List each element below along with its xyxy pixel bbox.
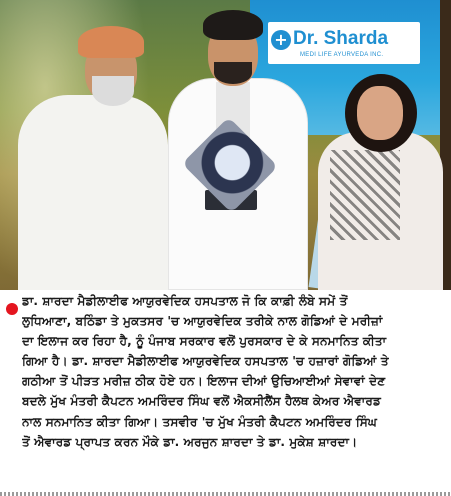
person-center-hair [203, 10, 263, 40]
page-divider [0, 492, 451, 496]
person-left-body [18, 95, 168, 290]
medical-cross-icon: + [271, 30, 291, 50]
caption-line: ਗਿਆ ਹੈ। ਡਾ. ਸ਼ਾਰਦਾ ਮੈਡੀਲਾਈਫ ਆਯੁਰਵੇਦਿਕ ਹਸਪਤਾਲ 'ਚ ਹਜ਼ਾਰਾਂ ਗੋਡਿਆਂ ਤੇ [22, 354, 389, 369]
caption-line: ਤੋਂ ਐਵਾਰਡ ਪ੍ਰਾਪਤ ਕਰਨ ਮੌਕੇ ਡਾ. ਅਰਜੁਨ ਸ਼ਾਰਦਾ ਤੇ ਡਾ. ਮੁਕੇਸ਼ ਸ਼ਾਰਦਾ। [22, 434, 358, 449]
person-right-embroidery [330, 150, 400, 240]
person-right-head [357, 86, 403, 140]
red-bullet-icon [6, 303, 18, 315]
caption-line: ਬਦਲੇ ਮੁੱਖ ਮੰਤਰੀ ਕੈਪਟਨ ਅਮਰਿੰਦਰ ਸਿੰਘ ਵਲੋਂ ਐਕਸੀਲੈਂਸ ਹੈਲਥ ਕੇਅਰ ਐਵਾਰਡ [22, 394, 381, 409]
caption-area [0, 290, 451, 496]
caption-line: ਡਾ. ਸ਼ਾਰਦਾ ਮੈਡੀਲਾਈਫ ਆਯੁਰਵੇਦਿਕ ਹਸਪਤਾਲ ਜੋ ਕਿ ਕਾਫ਼ੀ ਲੰਬੇ ਸਮੇਂ ਤੋਂ [22, 294, 348, 308]
person-center-beard [214, 62, 252, 84]
person-left-beard [92, 76, 134, 106]
banner-subtext: MEDI LIFE AYURVEDA INC. [300, 52, 384, 58]
caption-line: ਨਾਲ ਸਨਮਾਨਿਤ ਕੀਤਾ ਗਿਆ। ਤਸਵੀਰ 'ਚ ਮੁੱਖ ਮੰਤਰੀ ਕੈਪਟਨ ਅਮਰਿੰਦਰ ਸਿੰਘ [22, 414, 378, 429]
caption-line: ਦਾ ਇਲਾਜ ਕਰ ਰਿਹਾ ਹੈ, ਨੂੰ ਪੰਜਾਬ ਸਰਕਾਰ ਵਲੋਂ ਪੁਰਸਕਾਰ ਦੇ ਕੇ ਸਨਮਾਨਿਤ ਕੀਤਾ [22, 334, 387, 349]
person-left-turban [78, 26, 144, 58]
caption-line: ਗਠੀਆ ਤੋਂ ਪੀੜਤ ਮਰੀਜ਼ ਠੀਕ ਹੋਏ ਹਨ। ਇਲਾਜ ਦੀਆਂ ਉਚਿਆਈਆਂ ਸੇਵਾਵਾਂ ਦੇਣ [22, 374, 386, 389]
news-caption [22, 291, 447, 452]
caption-line: ਲੁਧਿਆਣਾ, ਬਠਿੰਡਾ ਤੇ ਮੁਕਤਸਰ 'ਚ ਆਯੁਰਵੇਦਿਕ ਤਰੀਕੇ ਨਾਲ ਗੋਡਿਆਂ ਦੇ ਮਰੀਜ਼ਾਂ [22, 314, 383, 329]
banner-brand: Dr. Sharda [293, 28, 389, 49]
